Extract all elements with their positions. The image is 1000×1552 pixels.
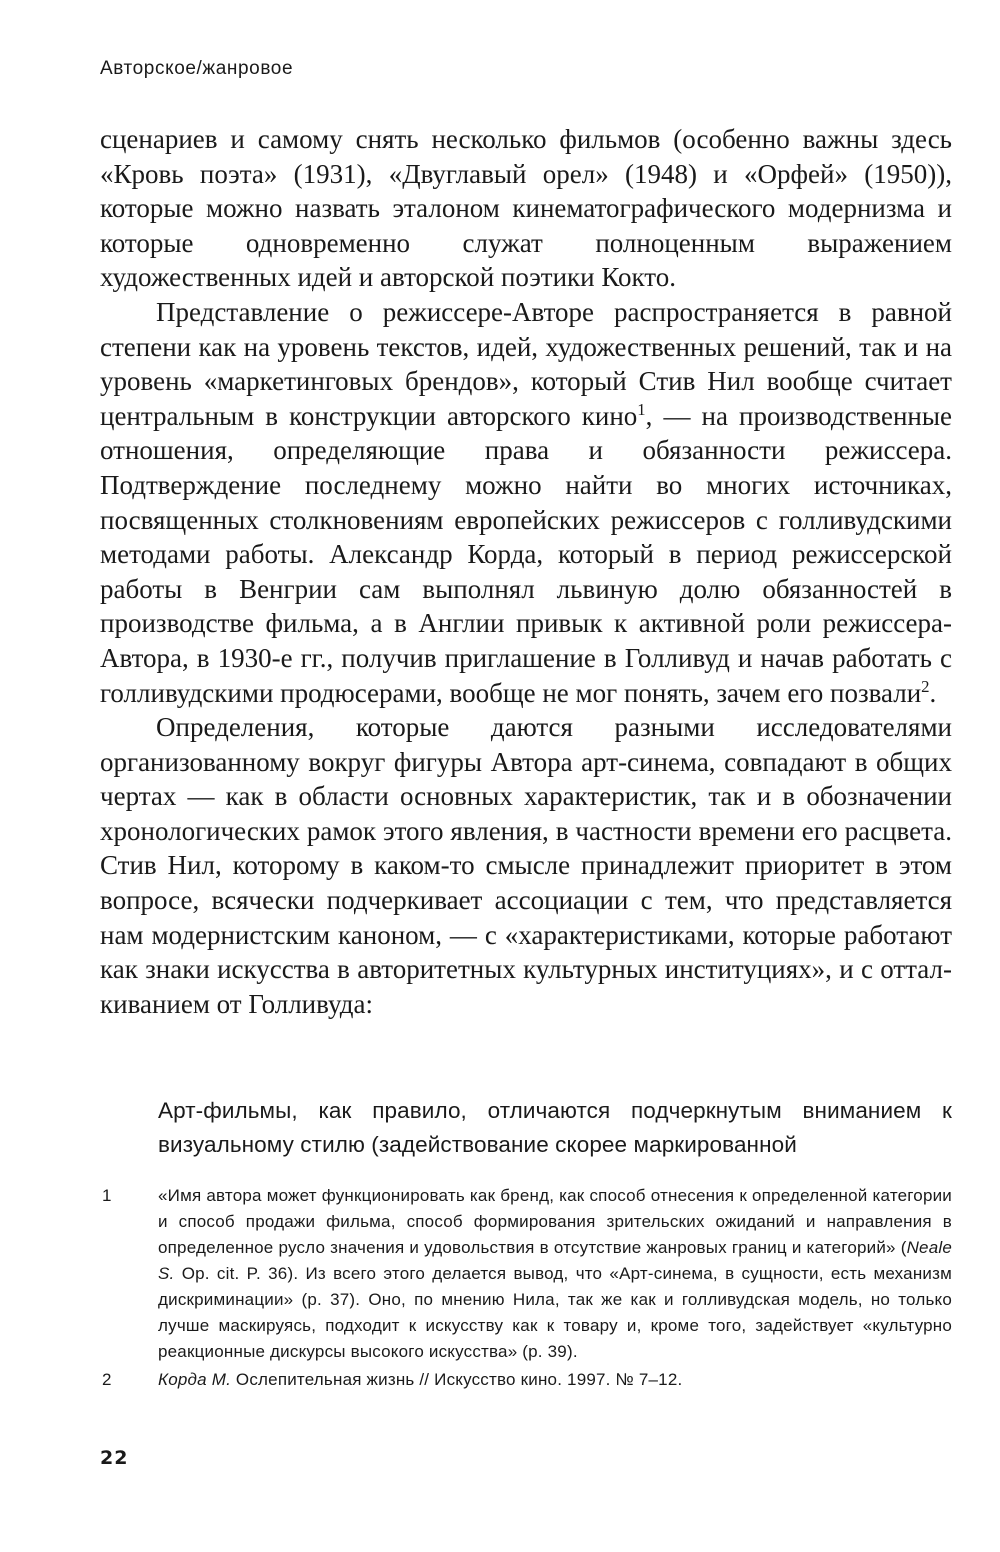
footnotes — [100, 1183, 952, 1395]
paragraph-2-part-b: , — на производственные отношения, определяющие права и обязанности режиссера. Подтверждение последнему можно найти во многих источниках, посвященных столкновениям европейских режиссеров с голливудскими методами работы. Александр Корда, который в период режиссерской работы в Венгрии сам выполнял львиную долю обязанностей в производстве фильма, а в Англии привык к активной роли режиссера-Автора, в 1930-е гг., получив приглашение в Голливуд и начав работать с голливудскими продюсерами, вообще не мог понять, зачем его позвали — [100, 400, 953, 708]
footnote-number: 2 — [102, 1370, 112, 1389]
footnote-text-part: «Имя автора может функционировать как бренд, как способ отнесения к определенной категории и способ продажи фильма, способ формирования зрительских ожиданий и направления в определенное русло значения и удовольствия в отсутствие жанровых границ и категорий» ( — [158, 1186, 952, 1257]
footnote-2 — [100, 1367, 952, 1393]
footnote-author-italic: Корда М. — [158, 1370, 231, 1389]
paragraph-2 — [100, 295, 952, 710]
footnote-1 — [100, 1183, 952, 1365]
running-head: Авторское/жанровое — [100, 58, 294, 79]
main-text — [100, 122, 952, 1021]
paragraph-1: сценариев и самому снять несколько фильмов (особенно важны здесь «Кровь поэта» (1931), «Двуглавый орел» (1948) и «Орфей» (1950)), которые можно назвать эталоном кинематографического модернизма и которые одновременно служат полноценным выражением художественных идей и авторской поэтики Кокто. — [100, 124, 952, 293]
footnote-text-part: Op. cit. P. 36). Из всего этого делается вывод, что «Арт-синема, в сущности, есть механизм дискриминации» (p. 37). Оно, по мнению Нила, так же как и голливудская модель, но только лучше маскируясь, подходит к искусству как к товару и, кроме того, задействует «культурно реакционные дискурсы высокого искусства» (p. 39). — [158, 1264, 952, 1361]
paragraph-2-part-c: . — [929, 677, 937, 708]
footnote-text — [158, 1183, 952, 1365]
footnote-ref-1[interactable]: 1 — [637, 399, 646, 419]
footnote-text — [158, 1367, 952, 1393]
footnote-text-part: Ослепительная жизнь // Искусство кино. 1997. № 7–12. — [231, 1370, 683, 1389]
footnote-number: 1 — [102, 1186, 112, 1205]
paragraph-2-part-a: Представление о режиссере-Авторе распространяется в равной степени как на уровень текстов, идей, художественных решений, так и на уровень «маркетинговых брендов», который Стив Нил вообще считает центральным в конструкции авторского кино — [100, 296, 952, 431]
block-quote: Арт-фильмы, как правило, отличаются подчеркнутым вниманием к визуальному стилю (задействование скорее маркированной — [158, 1098, 952, 1157]
page-number: 22 — [100, 1447, 129, 1469]
footnote-ref-2[interactable]: 2 — [921, 676, 930, 696]
paragraph-3: Определения, которые даются разными исследователями организованному вокруг фигуры Автора арт-синема, совпадают в общих чертах — как в области основных характеристик, так и в обозначении хронологических рамок этого явления, в частности времени его расцвета. Стив Нил, которому в каком-то смысле принадлежит приоритет в этом вопросе, всячески подчеркивает ассоциации с тем, что представляется нам модернистским каноном, — с «характеристиками, которые работают как знаки искусства в авторитетных культурных институциях», и с отталкиванием от Голливуда: — [100, 712, 952, 1019]
footnote-author-italic: Neale S. — [158, 1238, 952, 1283]
